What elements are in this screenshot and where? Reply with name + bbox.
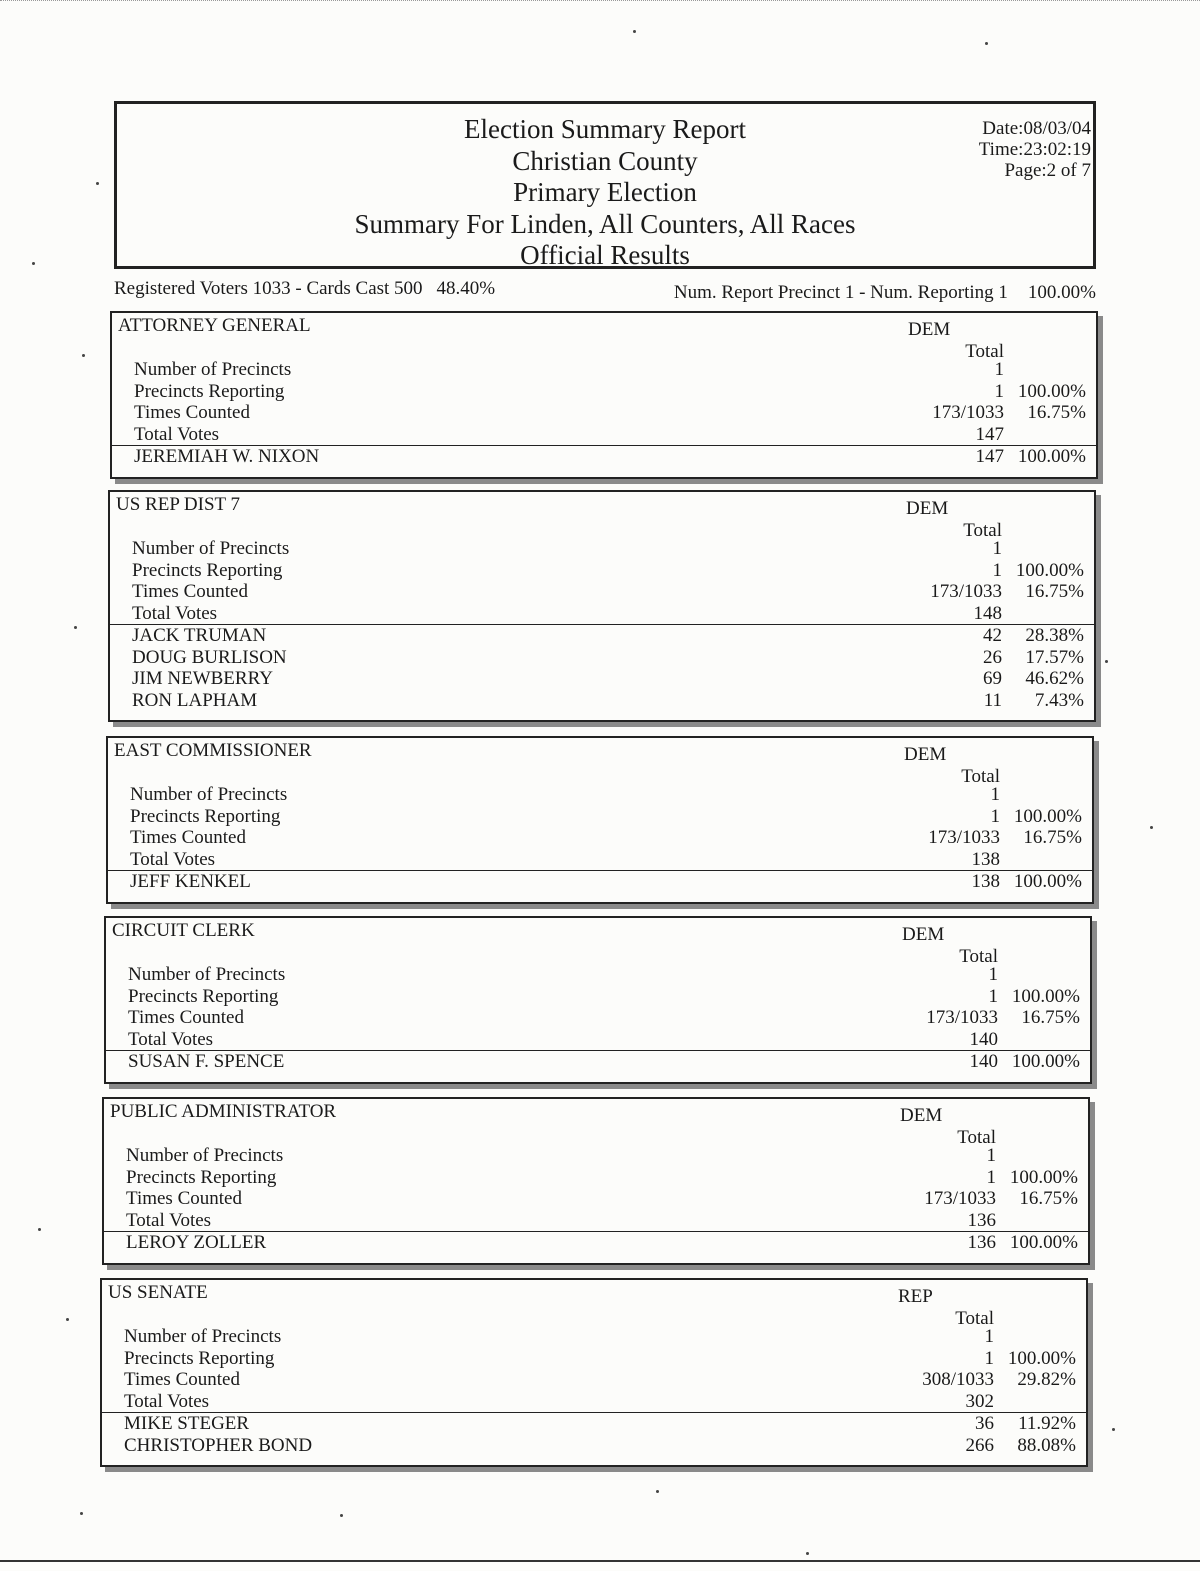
candidate-row (112, 446, 1096, 467)
candidate-percent: 46.62% (1025, 668, 1084, 689)
candidate-name: CHRISTOPHER BOND (124, 1434, 313, 1456)
candidate-name: JIM NEWBERRY (132, 668, 273, 689)
stat-value: 1 (984, 1347, 994, 1369)
report-title: Election Summary Report (464, 114, 746, 144)
total-votes-row (102, 1391, 1086, 1412)
candidate-percent: 88.08% (1017, 1434, 1076, 1456)
total-column-header: Total (955, 1308, 994, 1329)
stat-label: Number of Precincts (134, 359, 292, 380)
candidate-name: JEFF KENKEL (130, 871, 251, 892)
stat-label: Total Votes (132, 602, 218, 624)
report-header (114, 101, 1096, 269)
stat-label: Total Votes (130, 848, 216, 870)
top-scan-edge (0, 0, 1200, 1)
scan-speck (985, 42, 988, 45)
total-column-header: Total (965, 341, 1004, 362)
scan-speck (66, 1318, 69, 1321)
times-counted-row (112, 402, 1096, 423)
stat-value: 173/1033 (932, 402, 1004, 423)
race-party: DEM (904, 744, 947, 765)
race-party: DEM (902, 924, 945, 945)
candidate-row (102, 1435, 1086, 1456)
stat-label: Times Counted (134, 402, 250, 423)
stat-percent: 16.75% (1027, 402, 1086, 423)
stat-percent: 16.75% (1021, 1007, 1080, 1028)
candidate-percent: 100.00% (1017, 446, 1086, 467)
stat-value: 173/1033 (926, 1007, 998, 1028)
stat-value: 1 (984, 1326, 994, 1347)
stat-label: Precincts Reporting (132, 559, 283, 581)
candidate-votes: 147 (975, 446, 1004, 467)
stat-value: 138 (971, 848, 1000, 870)
candidate-percent: 7.43% (1034, 689, 1084, 711)
stat-value: 1 (988, 985, 998, 1007)
bottom-scan-edge (0, 1560, 1200, 1562)
stat-value: 1 (994, 380, 1004, 402)
precincts-reporting-row (104, 1167, 1088, 1188)
total-votes-row (104, 1210, 1088, 1231)
number-of-precincts-row (102, 1326, 1086, 1347)
scan-speck (1150, 826, 1153, 829)
stat-label: Total Votes (126, 1209, 212, 1231)
candidate-votes: 36 (975, 1413, 994, 1434)
stat-value: 1 (986, 1145, 996, 1166)
stat-value: 136 (967, 1209, 996, 1231)
race-title: US REP DIST 7 (116, 494, 241, 515)
registered-voters (114, 278, 495, 300)
candidate-percent: 11.92% (1018, 1413, 1076, 1434)
race-box (102, 1097, 1090, 1265)
scan-speck (633, 30, 636, 33)
stat-value: 1 (992, 538, 1002, 559)
stat-label: Number of Precincts (130, 784, 288, 805)
stat-value: 1 (990, 805, 1000, 827)
total-column-header: Total (957, 1127, 996, 1148)
number-of-precincts-row (110, 538, 1094, 559)
stat-label: Precincts Reporting (128, 985, 279, 1007)
total-votes-row (112, 424, 1096, 445)
candidate-votes: 11 (983, 689, 1002, 711)
stat-value: 140 (969, 1028, 998, 1050)
number-of-precincts-row (108, 784, 1092, 805)
candidate-name: DOUG BURLISON (132, 646, 287, 668)
registered-voters-text: Registered Voters 1033 - Cards Cast 500 (114, 278, 423, 299)
scan-speck (656, 1490, 659, 1493)
candidate-percent: 28.38% (1025, 625, 1084, 646)
candidate-row (106, 1051, 1090, 1072)
scan-speck (1105, 660, 1108, 663)
precincts-reporting-row (112, 381, 1096, 402)
times-counted-row (104, 1188, 1088, 1209)
times-counted-row (108, 827, 1092, 848)
total-column-header: Total (961, 766, 1000, 787)
scan-speck (1112, 1428, 1115, 1431)
stat-label: Number of Precincts (132, 538, 290, 559)
race-title: PUBLIC ADMINISTRATOR (110, 1101, 337, 1122)
race-title: ATTORNEY GENERAL (118, 315, 311, 336)
race-party: REP (898, 1286, 933, 1307)
total-votes-row (106, 1029, 1090, 1050)
race-title: EAST COMMISSIONER (114, 740, 312, 761)
scan-speck (96, 182, 99, 185)
candidate-name: JACK TRUMAN (132, 625, 267, 646)
candidate-name: RON LAPHAM (132, 689, 258, 711)
stat-label: Times Counted (130, 827, 246, 848)
race-box (108, 490, 1096, 722)
race-box (110, 311, 1098, 479)
precinct-reporting-text: Num. Report Precinct 1 - Num. Reporting 1 (673, 282, 1008, 303)
times-counted-row (102, 1369, 1086, 1390)
stat-label: Precincts Reporting (134, 380, 285, 402)
total-column-header: Total (959, 946, 998, 967)
precincts-reporting-row (106, 986, 1090, 1007)
stat-value: 148 (973, 602, 1002, 624)
stat-label: Precincts Reporting (126, 1166, 277, 1188)
race-box (100, 1278, 1088, 1467)
report-time: Time:23:02:19 (978, 139, 1091, 160)
stat-percent: 29.82% (1017, 1369, 1076, 1390)
stat-percent: 100.00% (1013, 805, 1082, 827)
stat-label: Number of Precincts (124, 1326, 282, 1347)
race-title: CIRCUIT CLERK (112, 920, 255, 941)
race-party: DEM (908, 319, 951, 340)
stat-value: 1 (986, 1166, 996, 1188)
precincts-reporting-row (110, 560, 1094, 581)
stat-value: 147 (975, 423, 1004, 445)
stat-label: Times Counted (124, 1369, 240, 1390)
precinct-reporting (674, 282, 1096, 304)
candidate-votes: 26 (983, 646, 1002, 668)
candidate-percent: 100.00% (1009, 1232, 1078, 1253)
stat-percent: 16.75% (1023, 827, 1082, 848)
precincts-reporting-row (102, 1348, 1086, 1369)
number-of-precincts-row (104, 1145, 1088, 1166)
report-title-block (117, 114, 1093, 272)
scan-speck (32, 262, 35, 265)
number-of-precincts-row (106, 964, 1090, 985)
candidate-name: JEREMIAH W. NIXON (134, 446, 320, 467)
candidate-votes: 42 (983, 625, 1002, 646)
summary-scope: Summary For Linden, All Counters, All Races (354, 208, 856, 239)
results-status: Official Results (520, 240, 690, 270)
scan-speck (38, 1228, 41, 1231)
scan-speck (806, 1552, 809, 1555)
candidate-row (108, 871, 1092, 892)
stat-percent: 100.00% (1009, 1166, 1078, 1188)
candidate-percent: 17.57% (1025, 646, 1084, 668)
stat-value: 173/1033 (928, 827, 1000, 848)
precincts-reporting-row (108, 806, 1092, 827)
stat-label: Precincts Reporting (130, 805, 281, 827)
candidate-name: LEROY ZOLLER (126, 1232, 267, 1253)
race-party: DEM (906, 498, 949, 519)
stat-percent: 100.00% (1015, 559, 1084, 581)
report-meta (979, 118, 1091, 181)
candidate-row (110, 668, 1094, 689)
turnout-percent: 48.40% (436, 278, 496, 299)
total-column-header: Total (963, 520, 1002, 541)
county-name: Christian County (512, 145, 698, 176)
precinct-reporting-percent: 100.00% (1027, 282, 1096, 303)
stat-value: 1 (992, 559, 1002, 581)
stat-value: 302 (965, 1390, 994, 1412)
stat-label: Total Votes (128, 1028, 214, 1050)
stat-percent: 100.00% (1011, 985, 1080, 1007)
stat-label: Number of Precincts (128, 964, 286, 985)
stat-label: Precincts Reporting (124, 1347, 275, 1369)
candidate-votes: 136 (967, 1232, 996, 1253)
candidate-name: SUSAN F. SPENCE (128, 1051, 285, 1072)
stat-value: 1 (988, 964, 998, 985)
stat-value: 173/1033 (924, 1188, 996, 1209)
stat-value: 308/1033 (922, 1369, 994, 1390)
candidate-row (110, 690, 1094, 711)
report-date: Date:08/03/04 (982, 118, 1091, 139)
stat-percent: 100.00% (1007, 1347, 1076, 1369)
candidate-row (102, 1413, 1086, 1434)
race-box (104, 916, 1092, 1084)
number-of-precincts-row (112, 359, 1096, 380)
stat-label: Total Votes (134, 423, 220, 445)
race-title: US SENATE (108, 1282, 208, 1303)
candidate-row (110, 647, 1094, 668)
total-votes-row (108, 849, 1092, 870)
times-counted-row (106, 1007, 1090, 1028)
scan-speck (82, 354, 85, 357)
candidate-name: MIKE STEGER (124, 1413, 250, 1434)
race-party: DEM (900, 1105, 943, 1126)
scan-speck (340, 1514, 343, 1517)
stat-label: Total Votes (124, 1390, 210, 1412)
stat-percent: 100.00% (1017, 380, 1086, 402)
total-votes-row (110, 603, 1094, 624)
election-type: Primary Election (513, 177, 697, 207)
candidate-votes: 138 (971, 871, 1000, 892)
stat-percent: 16.75% (1025, 581, 1084, 602)
candidate-votes: 140 (969, 1051, 998, 1072)
race-box (106, 736, 1094, 904)
stat-label: Times Counted (128, 1007, 244, 1028)
candidate-percent: 100.00% (1011, 1051, 1080, 1072)
stat-label: Times Counted (132, 581, 248, 602)
candidate-row (110, 625, 1094, 646)
candidate-votes: 266 (965, 1434, 994, 1456)
candidate-percent: 100.00% (1013, 871, 1082, 892)
stat-percent: 16.75% (1019, 1188, 1078, 1209)
times-counted-row (110, 581, 1094, 602)
scan-speck (80, 1512, 83, 1515)
scan-speck (74, 626, 77, 629)
stat-label: Number of Precincts (126, 1145, 284, 1166)
stat-value: 1 (994, 359, 1004, 380)
page-number: Page:2 of 7 (1004, 160, 1091, 181)
candidate-votes: 69 (983, 668, 1002, 689)
stat-value: 173/1033 (930, 581, 1002, 602)
stat-label: Times Counted (126, 1188, 242, 1209)
stat-value: 1 (990, 784, 1000, 805)
candidate-row (104, 1232, 1088, 1253)
